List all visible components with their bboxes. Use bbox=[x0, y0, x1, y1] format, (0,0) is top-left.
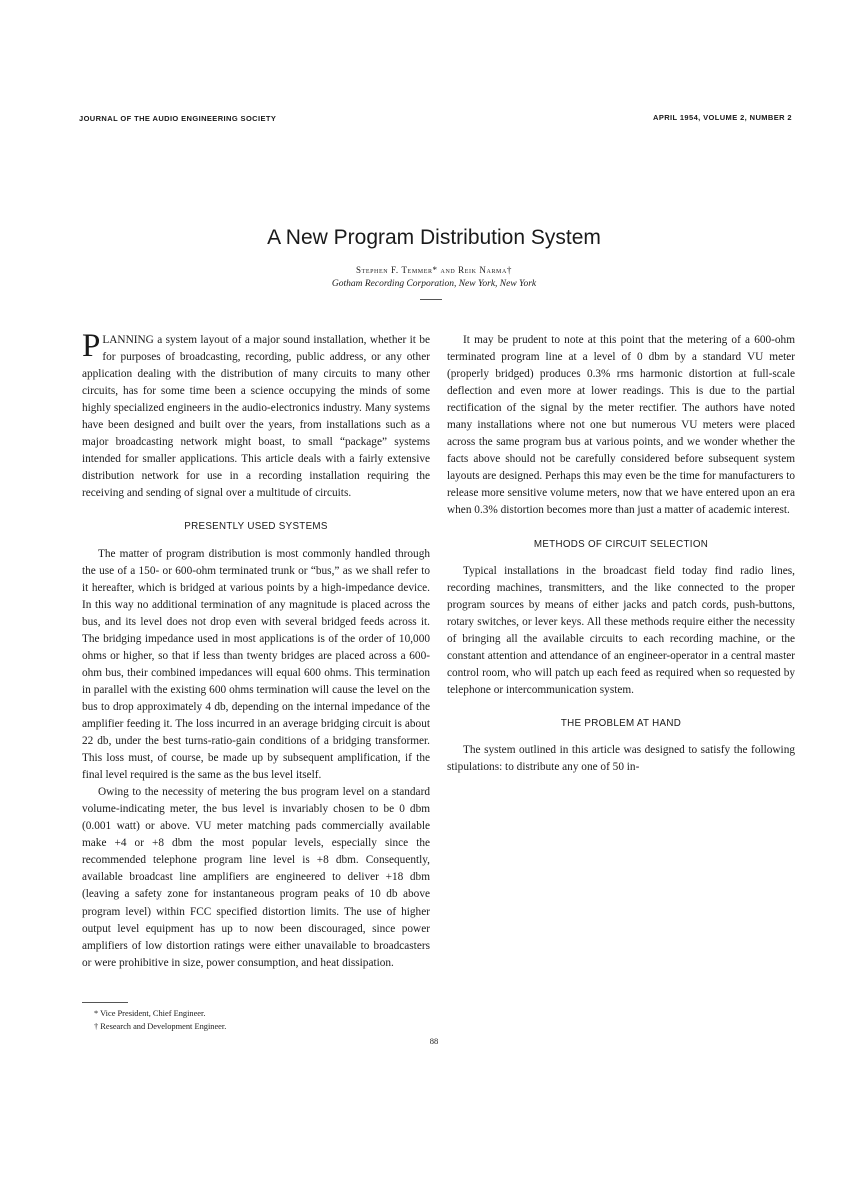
intro-paragraph bbox=[82, 328, 430, 502]
left-column bbox=[82, 328, 430, 972]
footnote-divider bbox=[82, 1002, 128, 1003]
section-heading-methods-of-circuit-selection: METHODS OF CIRCUIT SELECTION bbox=[533, 538, 709, 550]
intro-text: LANNING a system layout of a major sound installation, whether it be for purposes of broadcasting, recording, public address, or any other application dealing with the distribution of many circuits to many other circuits, has for some time been a science occupying the minds of some highly specialized engineers in the audio-electronics industry. Many systems have been designed and built over the years, from installations such as a major broadcasting network might boast, to small “package” systems intended for smaller applications. This article deals with a fairly extensive distribution network for use in a recording installation requiring the receiving and sending of signal over a multitude of circuits. bbox=[82, 334, 430, 500]
paragraph: Owing to the necessity of metering the bus program level on a standard volume-indicating meter, the bus level is invariably chosen to be 0 dbm (0.001 watt) or above. VU meter matching pads commercially available make +4 or +8 dbm the most popular levels, especially since the recommended telephone program line level is +8 dbm. Consequently, available broadcast line amplifiers are engineered to deliver +18 dbm (leaving a safety zone for instantaneous program peaks of 10 db above program level) within FCC specified distortion limits. The use of higher output level equipment has up to now been discouraged, since power amplifiers of low distortion ratings were either unavailable to broadcasters or were prohibitive in size, power consumption, and heat dissipation. bbox=[82, 786, 430, 969]
section-heading-the-problem-at-hand: THE PROBLEM AT HAND bbox=[560, 717, 682, 729]
running-header-issue: APRIL 1954, VOLUME 2, NUMBER 2 bbox=[653, 113, 792, 122]
footnote: * Vice President, Chief Engineer. bbox=[94, 1009, 206, 1018]
section-heading-presently-used-systems: PRESENTLY USED SYSTEMS bbox=[184, 521, 328, 533]
right-column bbox=[447, 332, 795, 776]
paragraph: The matter of program distribution is most commonly handled through the use of a 150- or 600-ohm terminated trunk or “bus,” as we shall refer to it hereafter, which is bridged at various points by a high-impedance device. In this way no additional termination of any magnitude is placed across the bus, and its level does not drop even with several bridged feeds across it. The bridging impedance used in most applications is of the order of 10,000 ohms or higher, so that if less than twenty bridges are placed across a 600-ohm bus, their combined impedances will equal 600 ohms. This termination in parallel with the existing 600 ohms termination will cause the level on the bus to drop approximately 4 db, depending on the internal impedance of the amplifier feeding it. The loss incurred in an average bridging circuit is about 22 db, under the best turns-ratio-gain conditions of a bridging transformer. This loss must, of course, be made up by subsequent amplification, if the final level required is the same as the bus level itself. bbox=[82, 547, 430, 782]
page-number: 88 bbox=[429, 1036, 439, 1046]
running-header-journal: JOURNAL OF THE AUDIO ENGINEERING SOCIETY bbox=[79, 114, 277, 123]
article-authors: Stephen F. Temmer* and Reik Narma† bbox=[355, 265, 513, 275]
footnote: † Research and Development Engineer. bbox=[94, 1022, 227, 1031]
article-title: A New Program Distribution System bbox=[267, 226, 601, 249]
paragraph: Typical installations in the broadcast field today find radio lines, recording machines, transmitters, and the like connected to the proper program sources by means of either jacks and patch cords, push-buttons, rotary switches, or lever keys. All these methods require either the necessity of bringing all the available circuits to each recording machine, or the constant attention and attendance of an engineer-operator in a central master control room, who will patch up each feed as required when so requested by telephone or intercommunication system. bbox=[447, 564, 795, 696]
paragraph: It may be prudent to note at this point that the metering of a 600-ohm terminated program line at a level of 0 dbm by a standard VU meter (properly bridged) produces 0.3% rms harmonic distortion at full-scale deflection and even more at lower readings. This is due to the partial rectification of the signal by the meter rectifier. The authors have noted many installations where not one but numerous VU meters were placed across the same program bus at various points, and we wonder whether the facts above should not be carefully considered before subsequent system layouts are designed. Perhaps this may even be the time for manufacturers to release more sensitive volume meters, now that we have entered upon an era when 0.3% distortion becomes more than just a matter of academic interest. bbox=[447, 334, 795, 517]
drop-cap: P bbox=[82, 328, 101, 364]
paragraph: The system outlined in this article was designed to satisfy the following stipulations: to distribute any one of 50 in- bbox=[447, 743, 795, 774]
article-affiliation: Gotham Recording Corporation, New York, New York bbox=[331, 279, 537, 289]
title-divider bbox=[420, 299, 442, 300]
footnotes bbox=[94, 1007, 226, 1033]
